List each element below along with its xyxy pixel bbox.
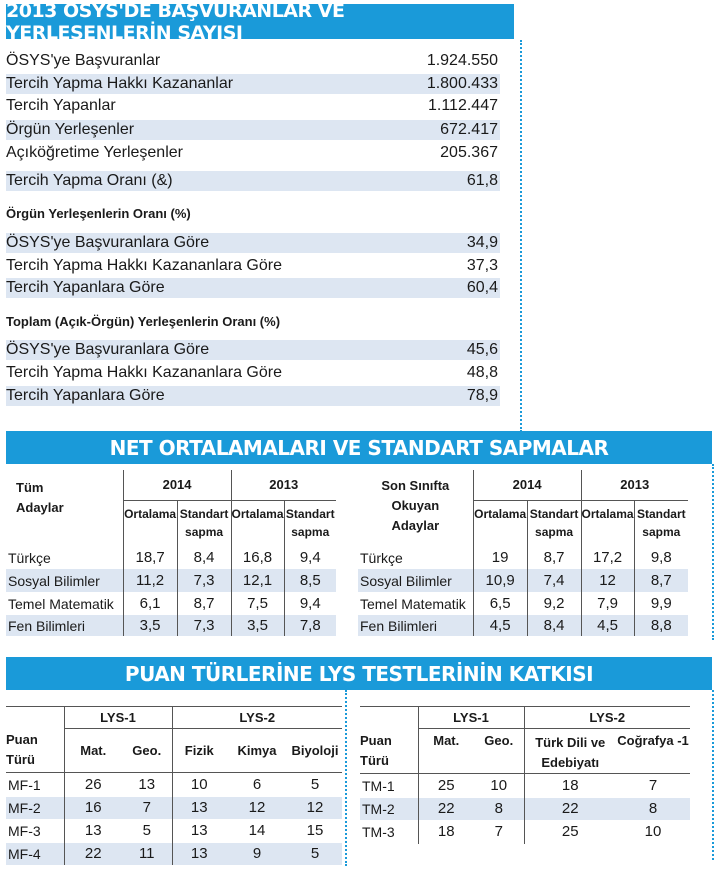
cell: 8,7 bbox=[634, 569, 688, 592]
stat-row bbox=[6, 96, 500, 116]
group-label-line: Son Sınıfta bbox=[381, 478, 450, 493]
cell: 3,5 bbox=[123, 615, 177, 636]
table-row bbox=[360, 798, 690, 820]
cell: 6,1 bbox=[123, 592, 177, 615]
cell: 5 bbox=[288, 843, 342, 865]
cell: 12 bbox=[226, 797, 288, 819]
stat-value: 48,8 bbox=[466, 364, 498, 381]
row-label: Sosyal Bilimler bbox=[6, 569, 123, 592]
col-standart-sapma bbox=[284, 500, 336, 546]
cell: 13 bbox=[122, 773, 172, 797]
stat-value: 78,9 bbox=[466, 387, 498, 404]
col-header: Mat. bbox=[64, 729, 122, 773]
row-label: TM-2 bbox=[360, 798, 418, 820]
stat-label: ÖSYS'ye Başvuranlara Göre bbox=[6, 234, 210, 251]
stat-value: 672.417 bbox=[440, 121, 498, 138]
dotted-divider bbox=[345, 690, 347, 866]
turu-line: Türü bbox=[360, 752, 389, 768]
cell: 18,7 bbox=[123, 546, 177, 569]
stat-row bbox=[6, 256, 500, 276]
cell: 16 bbox=[64, 797, 122, 819]
group-label bbox=[6, 470, 123, 546]
group-header: LYS-1 bbox=[418, 707, 524, 729]
empty-header bbox=[6, 707, 64, 729]
col-sapma-line: sapma bbox=[642, 524, 681, 539]
puan-line: Puan bbox=[360, 732, 392, 748]
stat-value: 45,6 bbox=[466, 341, 498, 358]
empty-header bbox=[360, 707, 418, 729]
cell: 11,2 bbox=[123, 569, 177, 592]
net-table-last-grade bbox=[358, 470, 688, 636]
stat-label: ÖSYS'ye Başvuranlara Göre bbox=[6, 341, 210, 358]
cell: 7 bbox=[122, 797, 172, 819]
group-label-line: Adaylar bbox=[391, 518, 440, 533]
dotted-divider bbox=[712, 464, 714, 640]
cell: 25 bbox=[418, 774, 474, 798]
col-sapma-line: sapma bbox=[535, 524, 574, 539]
cell: 17,2 bbox=[581, 546, 634, 569]
table-row bbox=[6, 797, 342, 819]
cell: 18 bbox=[418, 820, 474, 844]
col-header-line: Edebiyatı bbox=[541, 755, 600, 770]
puan-turu-header bbox=[360, 729, 418, 774]
cell: 16,8 bbox=[231, 546, 284, 569]
cell: 8,8 bbox=[634, 615, 688, 636]
stat-label: Tercih Yapma Hakkı Kazananlara Göre bbox=[6, 257, 282, 274]
row-label: TM-1 bbox=[360, 774, 418, 798]
stat-value: 1.800.433 bbox=[426, 75, 498, 92]
col-standart-sapma bbox=[527, 500, 581, 546]
col-header-line: Türk Dili ve bbox=[535, 735, 606, 750]
row-label: Türkçe bbox=[360, 549, 403, 566]
cell: 22 bbox=[524, 798, 616, 820]
group-label-line: Adaylar bbox=[16, 500, 64, 515]
year-header: 2013 bbox=[231, 470, 336, 500]
orgun-heading: Örgün Yerleşenlerin Oranı (%) bbox=[6, 206, 191, 221]
stat-value: 1.924.550 bbox=[426, 52, 498, 69]
dotted-divider bbox=[712, 690, 714, 860]
stat-label: Tercih Yapanlara Göre bbox=[6, 387, 165, 404]
cell: 9,9 bbox=[634, 592, 688, 615]
cell: 12,1 bbox=[231, 569, 284, 592]
cell: 8,4 bbox=[527, 615, 581, 636]
cell: 7 bbox=[616, 774, 690, 798]
stat-value: 61,8 bbox=[466, 172, 498, 189]
cell: 9,2 bbox=[527, 592, 581, 615]
cell: 8,5 bbox=[284, 569, 336, 592]
cell: 8,7 bbox=[177, 592, 231, 615]
cell: 12 bbox=[288, 797, 342, 819]
stat-row bbox=[6, 386, 500, 406]
col-ortalama: Ortalama bbox=[123, 500, 177, 546]
stat-label: Açıköğretime Yerleşenler bbox=[6, 144, 183, 161]
year-header: 2014 bbox=[473, 470, 581, 500]
col-sapma-line: sapma bbox=[185, 524, 224, 539]
col-header: Mat. bbox=[418, 729, 474, 774]
stat-row bbox=[6, 51, 500, 71]
stat-row bbox=[6, 120, 500, 140]
cell: 7,5 bbox=[231, 592, 284, 615]
col-standart-line: Standart bbox=[529, 506, 579, 521]
row-label: Fen Bilimleri bbox=[6, 615, 123, 636]
stat-row bbox=[6, 340, 500, 360]
cell: 4,5 bbox=[473, 615, 527, 636]
turu-line: Türü bbox=[6, 752, 35, 768]
stat-row bbox=[6, 363, 500, 383]
row-label: Temel Matematik bbox=[8, 595, 114, 612]
cell: 10,9 bbox=[473, 569, 527, 592]
cell: 8 bbox=[474, 798, 524, 820]
col-header: Fizik bbox=[172, 729, 226, 773]
stat-value: 1.112.447 bbox=[428, 97, 498, 114]
table-row bbox=[358, 569, 688, 592]
cell: 4,5 bbox=[581, 615, 634, 636]
col-header bbox=[524, 729, 616, 774]
cell: 14 bbox=[248, 822, 266, 839]
col-standart-line: Standart bbox=[285, 506, 335, 521]
cell: 6,5 bbox=[473, 592, 527, 615]
row-label: Sosyal Bilimler bbox=[358, 569, 473, 592]
cell: 8 bbox=[616, 798, 690, 820]
stat-row bbox=[6, 278, 500, 298]
toplam-heading: Toplam (Açık-Örgün) Yerleşenlerin Oranı (%) bbox=[6, 314, 281, 329]
col-standart-sapma bbox=[177, 500, 231, 546]
lys-table-mf bbox=[6, 706, 342, 865]
col-sapma-line: sapma bbox=[291, 524, 330, 539]
table-row bbox=[6, 773, 342, 797]
lys-table-tm bbox=[360, 706, 690, 844]
table-row bbox=[6, 592, 336, 615]
col-standart-line: Standart bbox=[179, 506, 229, 521]
stat-value: 60,4 bbox=[466, 279, 498, 296]
cell: 26 bbox=[64, 773, 122, 797]
cell: 9,4 bbox=[284, 592, 336, 615]
stat-value: 34,9 bbox=[466, 234, 498, 251]
stat-row bbox=[6, 74, 500, 94]
puan-line: Puan bbox=[6, 732, 38, 748]
group-header: LYS-2 bbox=[524, 707, 690, 729]
cell: 9,8 bbox=[634, 546, 688, 569]
cell: 12 bbox=[581, 569, 634, 592]
col-standart-sapma bbox=[634, 500, 688, 546]
section2-title: NET ORTALAMALARI VE STANDART SAPMALAR bbox=[6, 431, 712, 464]
table-row bbox=[358, 615, 688, 636]
row-label: MF-2 bbox=[6, 797, 64, 819]
row-label: TM-3 bbox=[362, 823, 395, 840]
cell: 8,4 bbox=[177, 546, 231, 569]
row-label: Türkçe bbox=[8, 549, 51, 566]
cell: 10 bbox=[644, 823, 662, 840]
cell: 7,8 bbox=[284, 615, 336, 636]
cell: 18 bbox=[524, 774, 616, 798]
stat-row bbox=[6, 171, 500, 191]
cell: 3,5 bbox=[231, 615, 284, 636]
col-standart-line: Standart bbox=[636, 506, 686, 521]
cell: 10 bbox=[474, 774, 524, 798]
cell: 13 bbox=[172, 797, 226, 819]
cell: 13 bbox=[172, 843, 226, 865]
cell: 11 bbox=[122, 843, 172, 865]
year-header: 2013 bbox=[581, 470, 688, 500]
table-row bbox=[6, 615, 336, 636]
col-header: Geo. bbox=[132, 743, 162, 758]
stat-label: ÖSYS'ye Başvuranlar bbox=[6, 52, 161, 69]
stat-label: Tercih Yapma Hakkı Kazananlara Göre bbox=[6, 364, 282, 381]
group-label-line: Okuyan bbox=[391, 498, 440, 513]
row-label: MF-3 bbox=[8, 822, 41, 839]
group-label bbox=[358, 470, 473, 546]
cell: 25 bbox=[524, 820, 616, 844]
cell: 7,3 bbox=[177, 615, 231, 636]
cell: 5 bbox=[142, 822, 151, 839]
cell: 7,4 bbox=[527, 569, 581, 592]
stat-label: Tercih Yapanlar bbox=[6, 97, 116, 114]
col-header: Kimya bbox=[237, 743, 277, 758]
table-row bbox=[6, 569, 336, 592]
cell: 13 bbox=[172, 819, 226, 843]
puan-turu-header bbox=[6, 729, 64, 773]
cell: 13 bbox=[64, 819, 122, 843]
cell: 22 bbox=[418, 798, 474, 820]
group-label-line: Tüm bbox=[16, 480, 44, 495]
stat-value: 205.367 bbox=[440, 144, 498, 161]
section1-title: 2013 ÖSYS'DE BAŞVURANLAR VE YERLEŞENLERİN SAYISI bbox=[6, 4, 514, 39]
row-label: MF-1 bbox=[6, 773, 64, 797]
col-header: Coğrafya -1 bbox=[617, 733, 689, 748]
table-row bbox=[360, 820, 690, 844]
cell: 5 bbox=[288, 773, 342, 797]
row-label: Fen Bilimleri bbox=[358, 615, 473, 636]
group-header: LYS-1 bbox=[64, 707, 172, 729]
col-header: Geo. bbox=[484, 733, 514, 748]
cell: 9,4 bbox=[284, 546, 336, 569]
col-header: Biyoloji bbox=[291, 743, 339, 758]
cell: 7 bbox=[494, 823, 503, 840]
cell: 7,9 bbox=[581, 592, 634, 615]
net-table-all bbox=[6, 470, 336, 636]
table-row bbox=[358, 592, 688, 615]
group-header: LYS-2 bbox=[172, 707, 342, 729]
cell: 6 bbox=[226, 773, 288, 797]
cell: 10 bbox=[172, 773, 226, 797]
cell: 8,7 bbox=[527, 546, 581, 569]
stat-row bbox=[6, 143, 500, 163]
cell: 22 bbox=[64, 843, 122, 865]
table-row bbox=[358, 546, 688, 569]
year-header: 2014 bbox=[123, 470, 231, 500]
stat-row bbox=[6, 233, 500, 253]
stat-label: Örgün Yerleşenler bbox=[6, 121, 135, 138]
cell: 9 bbox=[226, 843, 288, 865]
col-ortalama: Ortalama bbox=[473, 500, 527, 546]
cell: 7,3 bbox=[177, 569, 231, 592]
table-row bbox=[360, 774, 690, 798]
col-ortalama: Ortalama bbox=[581, 500, 634, 546]
table-row bbox=[6, 546, 336, 569]
col-ortalama: Ortalama bbox=[231, 500, 284, 546]
table-row bbox=[6, 843, 342, 865]
stat-label: Tercih Yapanlara Göre bbox=[6, 279, 165, 296]
cell: 15 bbox=[306, 822, 324, 839]
stat-label: Tercih Yapma Oranı (&) bbox=[6, 172, 173, 189]
cell: 19 bbox=[473, 546, 527, 569]
row-label: Temel Matematik bbox=[360, 595, 466, 612]
section3-title: PUAN TÜRLERİNE LYS TESTLERİNİN KATKISI bbox=[6, 657, 712, 690]
stat-value: 37,3 bbox=[466, 257, 498, 274]
dotted-divider bbox=[520, 40, 522, 432]
row-label: MF-4 bbox=[6, 843, 64, 865]
table-row bbox=[6, 819, 342, 843]
stat-label: Tercih Yapma Hakkı Kazananlar bbox=[6, 75, 234, 92]
